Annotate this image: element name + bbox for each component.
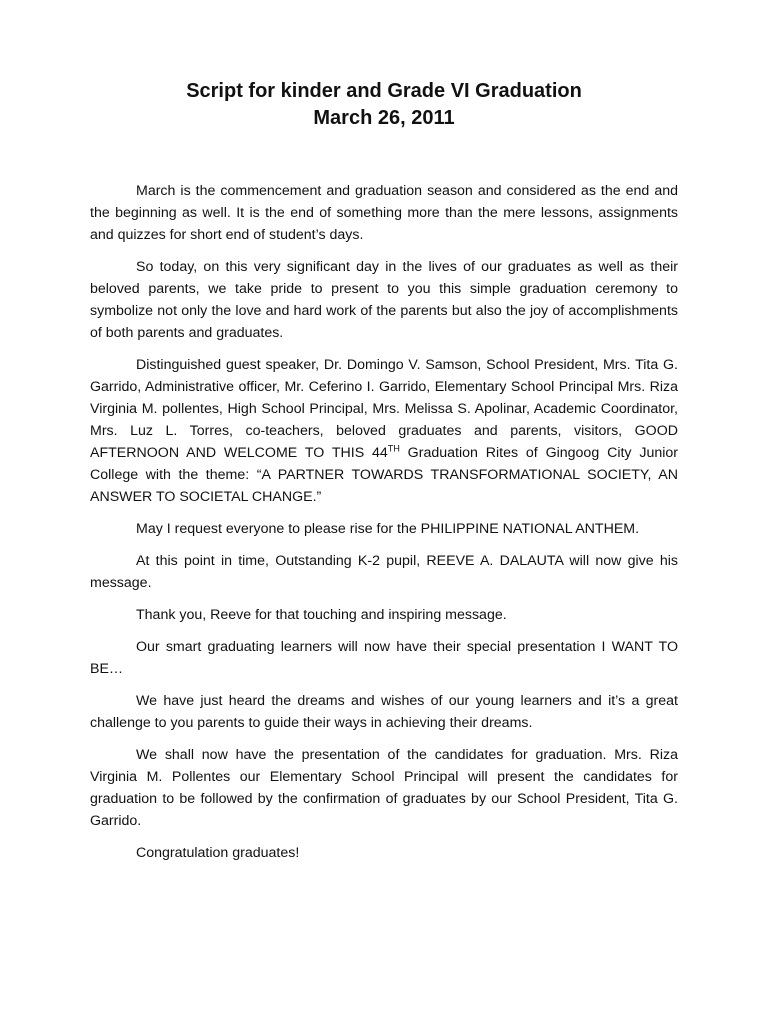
paragraph-greetings (90, 354, 678, 508)
title-block (0, 78, 768, 132)
document-date: March 26, 2011 (313, 107, 455, 129)
greetings-text: Distinguished guest speaker, Dr. Domingo V. Samson, School President, Mrs. Tita G. Garrido, Administrative officer, Mr. Ceferino I. Garrido, Elementary School Principal Mrs. Riza Virginia M. pollentes, High School Principal, Mrs. Melissa S. Apolinar, Academic Coordinator, Mrs. Luz L. Torres, co-teachers, beloved graduates and parents, visitors, GOOD AFTERNOON AND WELCOME TO THIS 44 (90, 357, 678, 461)
paragraph-presentation: Our smart graduating learners will now have their special presentation I WANT TO BE… (90, 639, 678, 677)
paragraph-candidates: We shall now have the presentation of the candidates for graduation. Mrs. Riza Virginia M. Pollentes our Elementary School Principal will present the candidates for graduation to be followed by the confirmation of graduates by our School President, Tita G. Garrido. (90, 747, 678, 829)
ordinal-suffix: TH (387, 443, 400, 454)
paragraph-today: So today, on this very significant day in the lives of our graduates as well as their beloved parents, we take pride to present to you this simple graduation ceremony to symbolize not only the love and hard work of the parents but also the joy of accomplishments of both parents and graduates. (90, 259, 678, 341)
paragraph-dreams: We have just heard the dreams and wishes of our young learners and it’s a great challenge to you parents to guide their ways in achieving their dreams. (90, 693, 678, 731)
script-body (90, 180, 678, 874)
greetings-text-continued: Graduation Rites of Gingoog City Junior College with the theme: “A PARTNER TOWARDS TRANSFORMATIONAL SOCIETY, AN ANSWER TO SOCIETAL CHANGE.” (90, 445, 678, 505)
paragraph-pupil-message: At this point in time, Outstanding K-2 pupil, REEVE A. DALAUTA will now give his message. (90, 553, 678, 591)
document-title: Script for kinder and Grade VI Graduation (186, 80, 582, 102)
paragraph-intro: March is the commencement and graduation season and considered as the end and the beginning as well. It is the end of something more than the mere lessons, assignments and quizzes for short end of student’s days. (90, 183, 678, 243)
paragraph-thank-you: Thank you, Reeve for that touching and inspiring message. (136, 607, 507, 623)
paragraph-congratulations: Congratulation graduates! (136, 845, 300, 861)
paragraph-anthem: May I request everyone to please rise for the PHILIPPINE NATIONAL ANTHEM. (136, 521, 640, 537)
